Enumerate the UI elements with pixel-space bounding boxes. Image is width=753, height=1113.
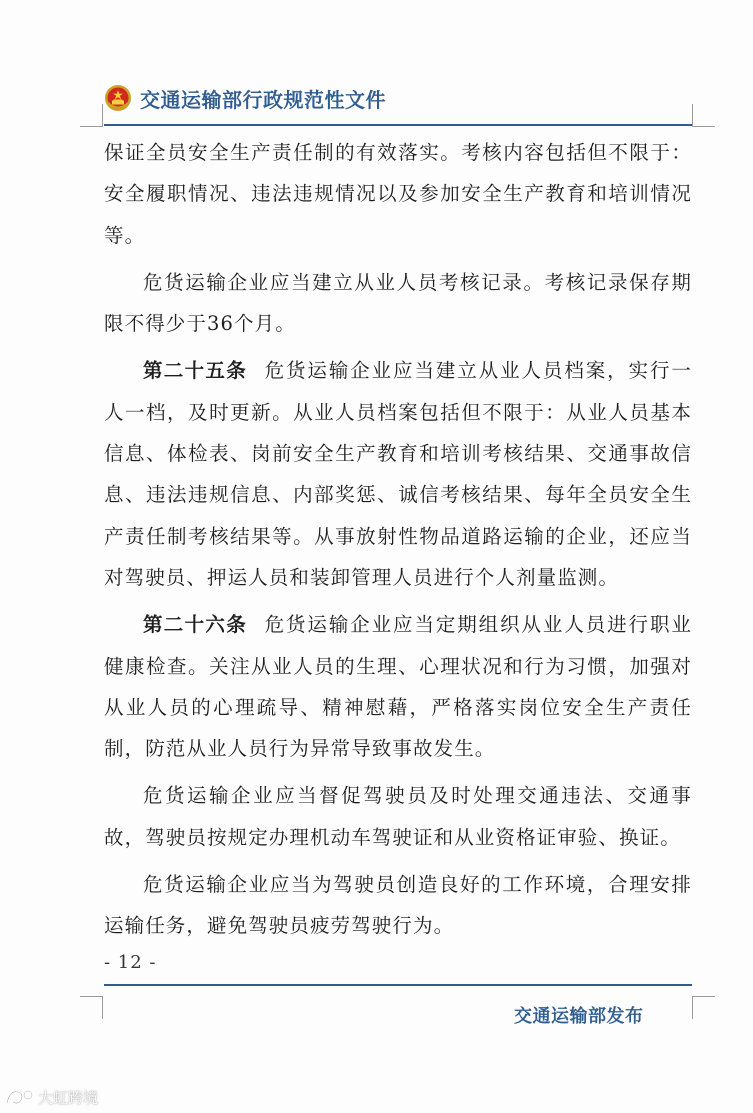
paragraph-text: 危货运输企业应当为驾驶员创造良好的工作环境，合理安排运输任务，避免驾驶员疲劳驾驶行为。 [104, 873, 692, 938]
article-paragraph [104, 350, 692, 598]
header-divider [104, 124, 692, 126]
paragraph-text: 危货运输企业应当定期组织从业人员进行职业健康检查。关注从业人员的生理、心理状况和行为习惯，加强对从业人员的心理疏导、精神慰藉，严格落实岗位安全生产责任制，防范从业人员行为异常导致事故发生。 [104, 613, 692, 761]
national-emblem-icon [104, 84, 132, 112]
article-paragraph [104, 604, 692, 769]
footer-publisher: 交通运输部发布 [514, 1006, 644, 1027]
paragraph [104, 262, 692, 345]
watermark-text: 大虹跨境 [38, 1088, 99, 1107]
footer-divider [104, 984, 692, 986]
crop-mark-top-left [80, 104, 103, 127]
crop-mark-bottom-left [80, 996, 103, 1019]
paragraph [104, 775, 692, 858]
paragraph-text: 危货运输企业应当建立从业人员考核记录。考核记录保存期限不得少于36个月。 [104, 270, 692, 336]
watermark [4, 1086, 98, 1108]
paragraph [104, 864, 692, 947]
article-number: 第二十五条 [143, 359, 248, 383]
crop-mark-top-right [692, 104, 715, 127]
paragraph-text: 危货运输企业应当督促驾驶员及时处理交通违法、交通事故，驾驶员按规定办理机动车驾驶证和从业资格证审验、换证。 [104, 784, 692, 849]
document-header [104, 78, 386, 118]
paragraph-text: 保证全员安全生产责任制的有效落实。考核内容包括但不限于：安全履职情况、违法违规情况以及参加安全生产教育和培训情况等。 [104, 141, 692, 247]
watermark-logo-icon [4, 1086, 36, 1108]
paragraph [104, 132, 692, 256]
paragraph-text: 危货运输企业应当建立从业人员档案，实行一人一档，及时更新。从业人员档案包括但不限于：从业人员基本信息、体检表、岗前安全生产教育和培训考核结果、交通事故信息、违法违规信息、内部奖惩、诚信考核结果、每年全员安全生产责任制考核结果等。从事放射性物品道路运输的企业，还应当对驾驶员、押运人员和装卸管理人员进行个人剂量监测。 [104, 359, 692, 589]
document-body [104, 132, 692, 947]
page-number: - 12 - [104, 952, 157, 973]
article-number: 第二十六条 [143, 613, 248, 637]
crop-mark-bottom-right [692, 996, 715, 1019]
header-title: 交通运输部行政规范性文件 [140, 87, 386, 112]
